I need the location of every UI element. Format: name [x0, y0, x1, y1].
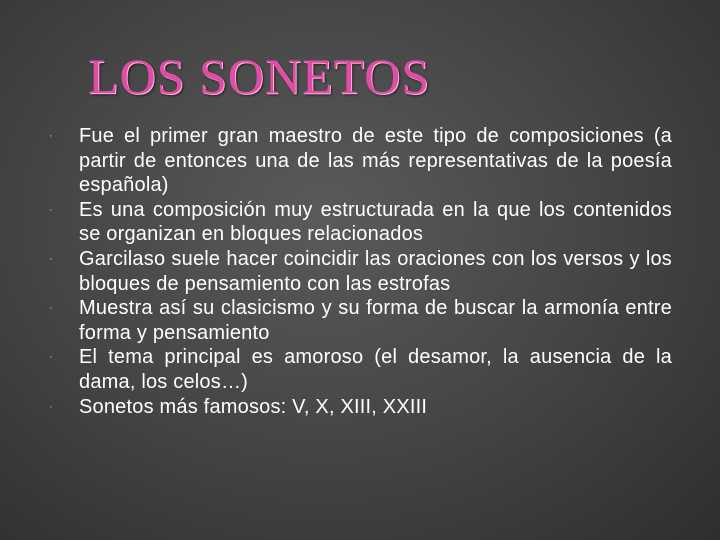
- bullet-text: Sonetos más famosos: V, X, XIII, XXIII: [79, 395, 428, 418]
- bullet-text: Fue el primer gran maestro de este tipo de composiciones (a partir de entonces una de las más representativas de la poesía española): [79, 125, 672, 197]
- slide-title: LOS SONETOS: [88, 48, 431, 104]
- bullet-text: Es una composición muy estructurada en la que los contenidos se organizan en bloques relacionados: [79, 198, 672, 246]
- bullet-text: Muestra así su clasicismo y su forma de buscar la armonía entre forma y pensamiento: [79, 297, 672, 344]
- list-item: [40, 247, 672, 296]
- bullet-icon: ·: [49, 351, 53, 364]
- bullet-text: Garcilaso suele hacer coincidir las oraciones con los versos y los bloques de pensamiento con las estrofas: [79, 247, 672, 295]
- list-item: [40, 124, 672, 198]
- list-item: [40, 395, 672, 420]
- list-item: [40, 198, 672, 247]
- bullet-list: [40, 124, 672, 419]
- bullet-icon: ·: [49, 203, 53, 216]
- list-item: [40, 345, 672, 394]
- bullet-icon: ·: [49, 400, 53, 413]
- bullet-text: El tema principal es amoroso (el desamor, la ausencia de la dama, los celos…): [79, 346, 672, 393]
- bullet-icon: ·: [49, 130, 53, 142]
- list-item: [40, 296, 672, 345]
- bullet-icon: ·: [49, 252, 53, 265]
- bullet-icon: ·: [49, 302, 53, 315]
